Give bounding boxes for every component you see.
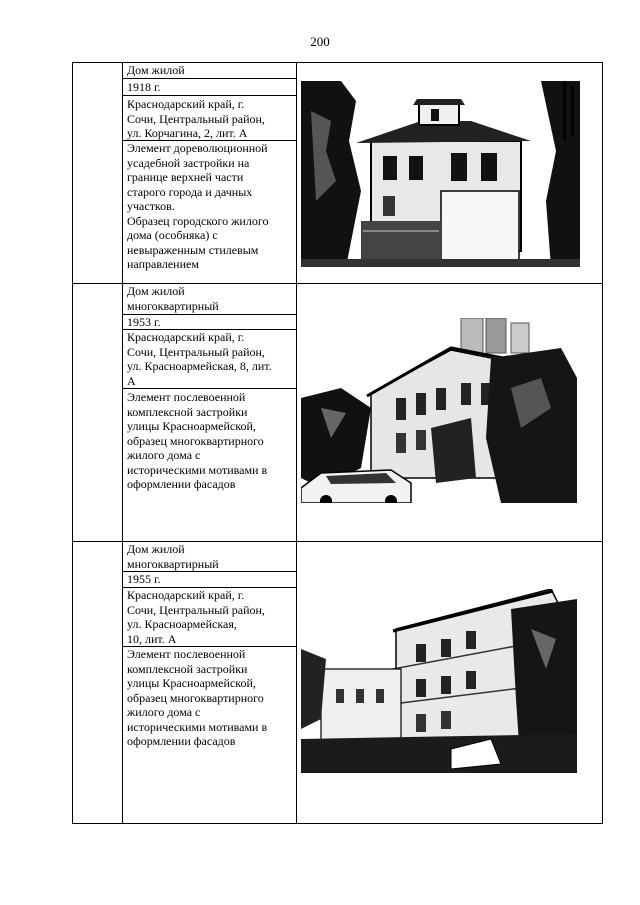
record-1-description-line: Элемент дореволюционной: [127, 141, 268, 155]
cell-divider: [122, 78, 296, 79]
record-3-description: [127, 647, 295, 749]
record-1-description-line: старого города и дачных: [127, 184, 253, 199]
record-3-description-line: Элемент послевоенной: [127, 647, 246, 661]
record-3-description-line: улицы Красноармейской,: [127, 676, 256, 690]
record-3-title-line: Дом жилой: [127, 542, 185, 556]
record-1-address-line: Краснодарский край, г.: [127, 97, 245, 111]
record-3-description-line: оформлении фасадов: [127, 734, 236, 748]
record-2-title-line: многоквартирный: [127, 298, 219, 313]
record-2-description-line: Элемент послевоенной: [127, 390, 246, 404]
record-3-year: 1955 г.: [127, 572, 161, 586]
record-3-title: [127, 542, 295, 571]
cell-divider: [122, 388, 296, 389]
building-photo: [301, 318, 577, 503]
record-1-description-line: усадебной застройки на: [127, 155, 250, 170]
record-3-address-line: ул. Красноармейская,: [127, 617, 237, 631]
record-2-description-line: историческими мотивами в: [127, 462, 268, 477]
record-1-title: Дом жилой: [127, 63, 185, 77]
building-photo: [301, 81, 580, 267]
record-1-description-line: участков.: [127, 199, 175, 213]
record-3-address: [127, 588, 295, 646]
record-2-year: 1953 г.: [127, 315, 161, 329]
record-3-title-line: многоквартирный: [127, 556, 219, 571]
record-3-address-line: 10, лит. А: [127, 631, 177, 646]
record-3-address-line: Краснодарский край, г.: [127, 588, 245, 602]
record-2-title: [127, 284, 295, 313]
record-2-description-line: жилого дома с: [127, 448, 201, 462]
record-2-address-line: ул. Красноармейская, 8, лит.: [127, 359, 272, 373]
cell-divider: [122, 95, 296, 96]
record-1-description-line: невыраженным стилевым: [127, 242, 259, 257]
column-divider: [296, 62, 297, 824]
record-2-title-line: Дом жилой: [127, 284, 185, 298]
record-2-description: [127, 390, 295, 492]
record-2-address-line: Краснодарский край, г.: [127, 330, 245, 344]
record-1-address-line: ул. Корчагина, 2, лит. А: [127, 126, 248, 140]
record-1-address: [127, 97, 295, 141]
record-2-description-line: оформлении фасадов: [127, 477, 236, 491]
building-photo: [301, 589, 577, 773]
record-3-description-line: историческими мотивами в: [127, 719, 268, 734]
record-2-address-line: Сочи, Центральный район,: [127, 344, 265, 359]
record-1-description-line: границе верхней части: [127, 170, 244, 184]
record-1-description: [127, 141, 295, 272]
record-3-description-line: комплексной застройки: [127, 661, 248, 676]
record-2-description-line: улицы Красноармейской,: [127, 419, 256, 433]
record-2-address: [127, 330, 295, 388]
page-number: 200: [310, 34, 330, 49]
record-3-description-line: образец многоквартирного: [127, 690, 264, 705]
record-1-description-line: дома (особняка) с: [127, 228, 218, 242]
record-1-year: 1918 г.: [127, 80, 161, 94]
record-2-description-line: комплексной застройки: [127, 404, 248, 419]
record-1-description-line: Образец городского жилого: [127, 213, 269, 228]
record-2-description-line: образец многоквартирного: [127, 433, 264, 448]
record-3-address-line: Сочи, Центральный район,: [127, 602, 265, 617]
column-divider: [122, 62, 123, 824]
record-1-address-line: Сочи, Центральный район,: [127, 111, 265, 126]
record-1-description-line: направлением: [127, 257, 199, 271]
record-3-description-line: жилого дома с: [127, 705, 201, 719]
record-2-address-line: А: [127, 373, 136, 388]
